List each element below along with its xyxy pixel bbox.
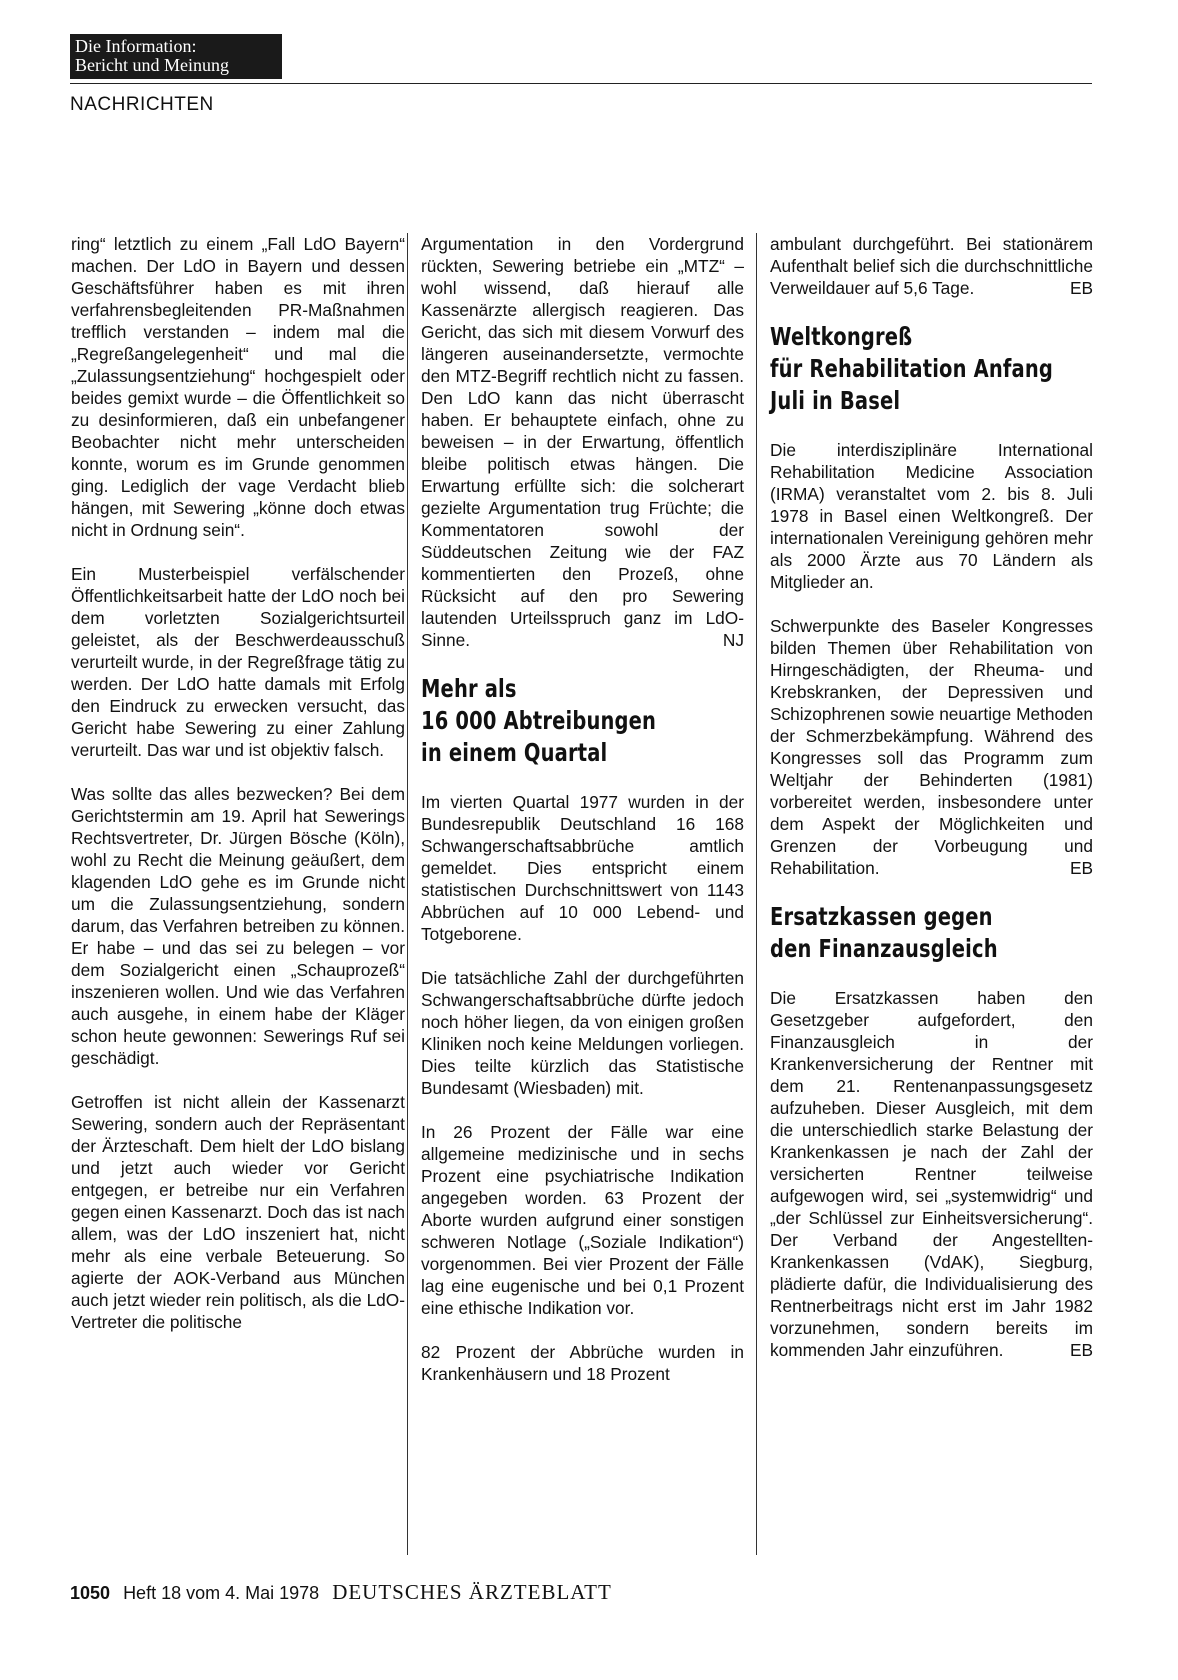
paragraph: Was sollte das alles bezwecken? Bei dem Gerichtstermin am 19. April hat Sewerings Rechtsvertreter, Dr. Jürgen Bösche (Köln), wohl zu Recht die Meinung geäußert, dem klagenden LdO gehe es im Grunde nicht um die Zulassungsentziehung, sondern darum, das Verfahren betreiben zu können. Er habe – und das sei zu belegen – vor dem Sozialgericht einen „Schauprozeß“ inszenieren wollen. Und wie das Verfahren auch ausgehe, in einem habe der Kläger schon heute gewonnen: Sewerings Ruf sei geschädigt. bbox=[71, 784, 405, 1068]
headline-line: in einem Quartal bbox=[421, 738, 608, 767]
paragraph: In 26 Prozent der Fälle war eine allgemeine medizinische und in sechs Prozent eine psychiatrische Indikation angegeben worden. 63 Prozent der Aborte wurden aufgrund einer sonstigen schweren Notlage („Soziale Indikation“) vorgenommen. Bei vier Prozent der Fälle lag eine eugenische und bei 0,1 Prozent eine ethische Indikation vor. bbox=[421, 1122, 744, 1318]
header-rule bbox=[70, 83, 1092, 84]
masthead-line-2: Bericht und Meinung bbox=[75, 55, 229, 75]
column-3 bbox=[770, 233, 1093, 1361]
headline-line: für Rehabilitation Anfang bbox=[770, 354, 1053, 383]
paragraph bbox=[770, 987, 1093, 1361]
paragraph-text: Argumentation in den Vordergrund rückten, Sewering betriebe ein „MTZ“ – wohl wissend, daß hierauf alle Kassenärzte allergisch reagieren. Das Gericht, das sich mit diesem Vorwurf des längeren auseinandersetzte, vermochte den MTZ-Begriff rechtlich nicht zu fassen. Den LdO kann das nicht überrascht haben. Er behauptete einfach, ohne zu beweisen – in der Erwartung, öffentlich bleibe politisch etwas hängen. Die Erwartung erfüllte sich: die solcherart gezielte Argumentation trug Früchte; die Kommentatoren sowohl der Süddeutschen Zeitung wie der FAZ kommentierten den Prozeß, ohne Rücksicht auf den pro Sewering lautenden Urteilsspruch ganz im LdO-Sinne. bbox=[421, 234, 744, 650]
paragraph bbox=[421, 233, 744, 651]
article-headline-weltkongress bbox=[770, 321, 1092, 417]
paragraph: Die interdisziplinäre International Rehabilitation Medicine Association (IRMA) veranstaltet vom 2. bis 8. Juli 1978 in Basel einen Weltkongreß. Der internationalen Vereinigung gehören mehr als 2000 Ärzte aus 70 Ländern als Mitglieder an. bbox=[770, 440, 1093, 592]
paragraph: Ein Musterbeispiel verfälschender Öffentlichkeitsarbeit hatte der LdO noch bei dem vorletzten Sozialgerichtsurteil geleistet, als der Beschwerdeausschuß verurteilt wurde, in der Regreßfrage tätig zu werden. Der LdO hatte damals mit Erfolg den Eindruck zu erwecken versucht, das Gericht habe Sewering zu einer Zahlung verurteilt. Das war und ist objektiv falsch. bbox=[71, 564, 405, 760]
headline-line: Mehr als bbox=[421, 674, 517, 703]
headline-line: Ersatzkassen gegen bbox=[770, 902, 993, 931]
author-initials: EB bbox=[1069, 858, 1093, 878]
column-divider-1 bbox=[407, 233, 408, 1555]
page-number: 1050 bbox=[70, 1583, 111, 1603]
masthead bbox=[70, 34, 282, 79]
column-2 bbox=[421, 233, 744, 1385]
article-headline-ersatzkassen bbox=[770, 901, 1092, 965]
section-label: NACHRICHTEN bbox=[70, 94, 214, 115]
paragraph: Getroffen ist nicht allein der Kassenarzt Sewering, sondern auch der Repräsentant der Ärzteschaft. Dem hielt der LdO bislang und jetzt auch wieder vor Gericht entgegen, er betreibe nur ein Verfahren gegen einen Kassenarzt. Doch das ist nach allem, was der LdO inszeniert hat, nicht mehr als eine verbale Beteuerung. So agierte der AOK-Verband aus München auch jetzt wieder rein politisch, als die LdO-Vertreter die politische bbox=[71, 1092, 405, 1332]
masthead-line-1: Die Information: bbox=[75, 36, 197, 56]
column-divider-2 bbox=[756, 233, 757, 1555]
paragraph-text: Schwerpunkte des Baseler Kongresses bilden Themen über Rehabilitation von Hirngeschädigten, der Rheuma- und Krebskranken, der Depressiven und Schizophrenen sowie neuartige Methoden der Schmerzbekämpfung. Während des Kongresses soll das Programm zum Weltjahr der Behinderten (1981) vorbereitet werden, insbesondere unter dem Aspekt der Möglichkeiten und Grenzen der Vorbeugung und Rehabilitation. bbox=[770, 616, 1093, 878]
headline-line: den Finanzausgleich bbox=[770, 934, 998, 963]
author-initials: EB bbox=[1069, 1340, 1093, 1360]
article-headline-abtreibungen bbox=[421, 673, 743, 769]
headline-line: Weltkongreß bbox=[770, 322, 913, 351]
paragraph: Die tatsächliche Zahl der durchgeführten Schwangerschaftsabbrüche dürfte jedoch noch höher liegen, da von einigen großen Kliniken noch keine Meldungen vorliegen. Dies teilte kürzlich das Statistische Bundesamt (Wiesbaden) mit. bbox=[421, 968, 744, 1098]
paragraph: ring“ letztlich zu einem „Fall LdO Bayern“ machen. Der LdO in Bayern und dessen Geschäftsführer haben es mit ihren verfahrensbegleitenden PR-Maßnahmen trefflich verstanden – indem mal die „Regreßangelegenheit“ und mal die „Zulassungsentziehung“ hochgespielt oder beides gemixt wurde – die Öffentlichkeit so zu desinformieren, daß ein unbefangener Beobachter nicht mehr unterscheiden konnte, worum es im Grunde genommen ging. Lediglich der vage Verdacht blieb hängen, mit Sewering „könne doch etwas nicht in Ordnung sein“. bbox=[71, 234, 405, 540]
column-1 bbox=[71, 233, 405, 1333]
journal-name: DEUTSCHES ÄRZTEBLATT bbox=[332, 1580, 612, 1604]
page-footer bbox=[70, 1580, 612, 1605]
paragraph: 82 Prozent der Abbrüche wurden in Krankenhäusern und 18 Prozent bbox=[421, 1342, 744, 1384]
headline-line: Juli in Basel bbox=[770, 386, 901, 415]
paragraph bbox=[770, 233, 1093, 299]
paragraph: Im vierten Quartal 1977 wurden in der Bundesrepublik Deutschland 16 168 Schwangerschaftsabbrüche amtlich gemeldet. Dies entspricht einem statistischen Durchschnittswert von 1143 Abbrüchen auf 10 000 Lebend- und Totgeborene. bbox=[421, 792, 744, 944]
author-initials: NJ bbox=[722, 630, 744, 650]
issue-info: Heft 18 vom 4. Mai 1978 bbox=[123, 1583, 320, 1603]
paragraph bbox=[770, 615, 1093, 879]
paragraph-text: ambulant durchgeführt. Bei stationärem Aufenthalt belief sich die durchschnittliche Verweildauer auf 5,6 Tage. bbox=[770, 234, 1093, 298]
paragraph-text: Die Ersatzkassen haben den Gesetzgeber aufgefordert, den Finanzausgleich in der Krankenversicherung der Rentner mit dem 21. Rentenanpassungsgesetz aufzuheben. Dieser Ausgleich, mit dem die unterschiedlich starke Belastung der Krankenkassen je nach der Zahl der versicherten Rentner teilweise aufgewogen wird, sei „systemwidrig“ und „der Schlüssel zur Einheitsversicherung“. Der Verband der Angestellten-Krankenkassen (VdAK), Siegburg, plädierte dafür, die Individualisierung des Rentnerbeitrags nicht erst im Jahr 1982 vorzunehmen, sondern bereits im kommenden Jahr einzuführen. bbox=[770, 988, 1093, 1360]
headline-line: 16 000 Abtreibungen bbox=[421, 706, 657, 735]
author-initials: EB bbox=[1069, 278, 1093, 298]
